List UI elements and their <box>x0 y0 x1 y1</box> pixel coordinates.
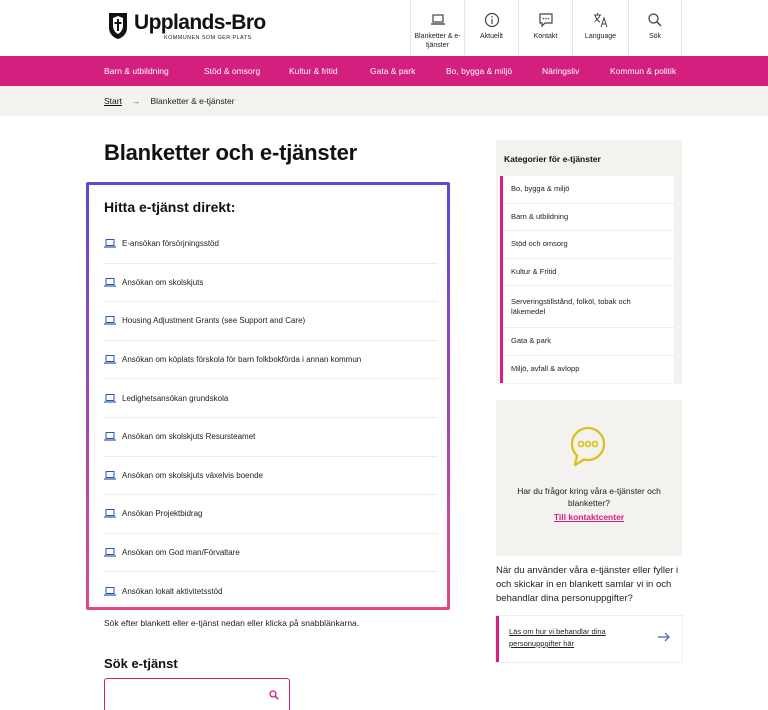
service-link-label: Ansökan om köplats förskola för barn folkbokförda i annan kommun <box>122 355 362 365</box>
coat-of-arms-icon <box>108 12 128 40</box>
laptop-icon <box>104 355 116 364</box>
service-link[interactable] <box>104 457 438 496</box>
utility-label: Blanketter & e-tjänster <box>414 33 461 49</box>
privacy-link[interactable]: Läs om hur vi behandlar dina personuppgifter här <box>509 627 606 648</box>
service-link-label: Ansökan om skolskjuts växelvis boende <box>122 470 263 480</box>
laptop-icon <box>104 394 116 403</box>
service-link[interactable] <box>104 379 438 418</box>
breadcrumb-current: Blanketter & e-tjänster <box>150 96 235 106</box>
category-link[interactable]: Miljö, avfall & avlopp <box>511 364 580 374</box>
category-link[interactable]: Gata & park <box>503 328 674 356</box>
service-search-field <box>104 678 290 710</box>
service-link-label: Ansökan lokalt aktivitetsstöd <box>122 587 223 597</box>
utility-search[interactable] <box>628 0 682 56</box>
utility-contact[interactable] <box>518 0 572 56</box>
laptop-icon <box>104 278 116 287</box>
service-link-label: Ledighetsansökan grundskola <box>122 393 229 403</box>
utility-label: Kontakt <box>533 33 558 40</box>
main-nav <box>0 56 768 86</box>
category-link[interactable]: Serveringstillstånd, folköl, tobak och läkemedel <box>503 286 674 328</box>
site-header <box>0 0 768 56</box>
laptop-icon <box>104 471 116 480</box>
category-link[interactable]: Kultur & Fritid <box>503 259 674 287</box>
category-link[interactable]: Barn & utbildning <box>503 204 674 232</box>
utility-news[interactable] <box>464 0 518 56</box>
search-heading: Sök e-tjänst <box>104 656 178 671</box>
service-search-input[interactable] <box>111 679 261 709</box>
utility-forms[interactable] <box>410 0 464 56</box>
breadcrumb-arrow-icon: → <box>131 96 141 106</box>
service-link[interactable] <box>104 534 438 573</box>
nav-item-kultur-fritid[interactable]: Kultur & fritid <box>289 66 338 76</box>
service-link-label: Ansökan om skolskjuts <box>122 277 204 287</box>
categories-list <box>500 176 674 383</box>
service-link[interactable] <box>104 341 438 380</box>
nav-item-gata-park[interactable]: Gata & park <box>370 66 416 76</box>
service-link-label: Ansökan Projektbidrag <box>122 509 203 519</box>
site-logo[interactable] <box>108 12 266 41</box>
laptop-icon <box>430 12 446 28</box>
quick-services-title: Hitta e-tjänst direkt: <box>104 199 236 215</box>
laptop-icon <box>104 316 116 325</box>
page-title: Blanketter och e-tjänster <box>104 140 357 165</box>
breadcrumb <box>0 86 768 116</box>
privacy-text: När du använder våra e-tjänster eller fyller i och skickar in en blankett samlar vi in och behandlar dina personuppgifter? <box>496 565 679 604</box>
laptop-icon <box>104 548 116 557</box>
privacy-link-card[interactable] <box>496 616 682 662</box>
nav-item-naringsliv[interactable]: Näringsliv <box>542 66 580 76</box>
nav-item-bo-bygga-miljo[interactable]: Bo, bygga & miljö <box>446 66 513 76</box>
search-icon[interactable] <box>269 690 279 700</box>
utility-label: Sök <box>648 33 662 40</box>
chat-icon <box>538 12 554 28</box>
quick-services-list <box>104 225 438 611</box>
translate-icon <box>593 12 609 28</box>
breadcrumb-home-link[interactable]: Start <box>104 96 122 106</box>
laptop-icon <box>104 509 116 518</box>
info-icon <box>484 12 500 28</box>
service-link[interactable] <box>104 418 438 457</box>
service-link-label: E-ansökan försörjningsstöd <box>122 239 219 249</box>
category-link[interactable]: Bo, bygga & miljö <box>503 176 674 204</box>
utility-label: Aktuellt <box>480 33 503 40</box>
logo-name: Upplands-Bro <box>134 11 266 34</box>
service-link[interactable] <box>104 572 438 611</box>
service-link[interactable] <box>104 495 438 534</box>
service-link[interactable] <box>104 302 438 341</box>
nav-item-kommun-politik[interactable]: Kommun & politik <box>610 66 677 76</box>
quick-services-box <box>86 182 450 610</box>
utility-label: Language <box>584 33 617 40</box>
service-link[interactable] <box>104 264 438 303</box>
search-hint: Sök efter blankett eller e-tjänst nedan eller klicka på snabblänkarna. <box>104 618 360 628</box>
category-link[interactable]: Stöd och omsorg <box>503 231 674 259</box>
service-link-label: Housing Adjustment Grants (see Support and Care) <box>122 316 306 326</box>
search-icon <box>647 12 663 28</box>
laptop-icon <box>104 587 116 596</box>
chat-bubble-icon <box>566 424 610 468</box>
nav-item-stod-omsorg[interactable]: Stöd & omsorg <box>204 66 261 76</box>
arrow-right-icon <box>658 632 670 642</box>
nav-item-barn-utbildning[interactable]: Barn & utbildning <box>104 66 169 76</box>
categories-title: Kategorier för e-tjänster <box>504 154 601 164</box>
contact-card <box>496 400 682 556</box>
service-link-label: Ansökan om God man/Förvaltare <box>122 548 240 558</box>
contact-question: Har du frågor kring våra e-tjänster och blanketter? <box>517 486 661 508</box>
contact-center-link[interactable]: Till kontaktcenter <box>553 512 625 522</box>
service-link[interactable] <box>104 225 438 264</box>
laptop-icon <box>104 239 116 248</box>
categories-panel <box>496 140 682 384</box>
logo-tagline: KOMMUNEN SOM GER PLATS <box>164 35 252 41</box>
utility-language[interactable] <box>572 0 628 56</box>
service-link-label: Ansökan om skolskjuts Resursteamet <box>122 432 256 442</box>
laptop-icon <box>104 432 116 441</box>
